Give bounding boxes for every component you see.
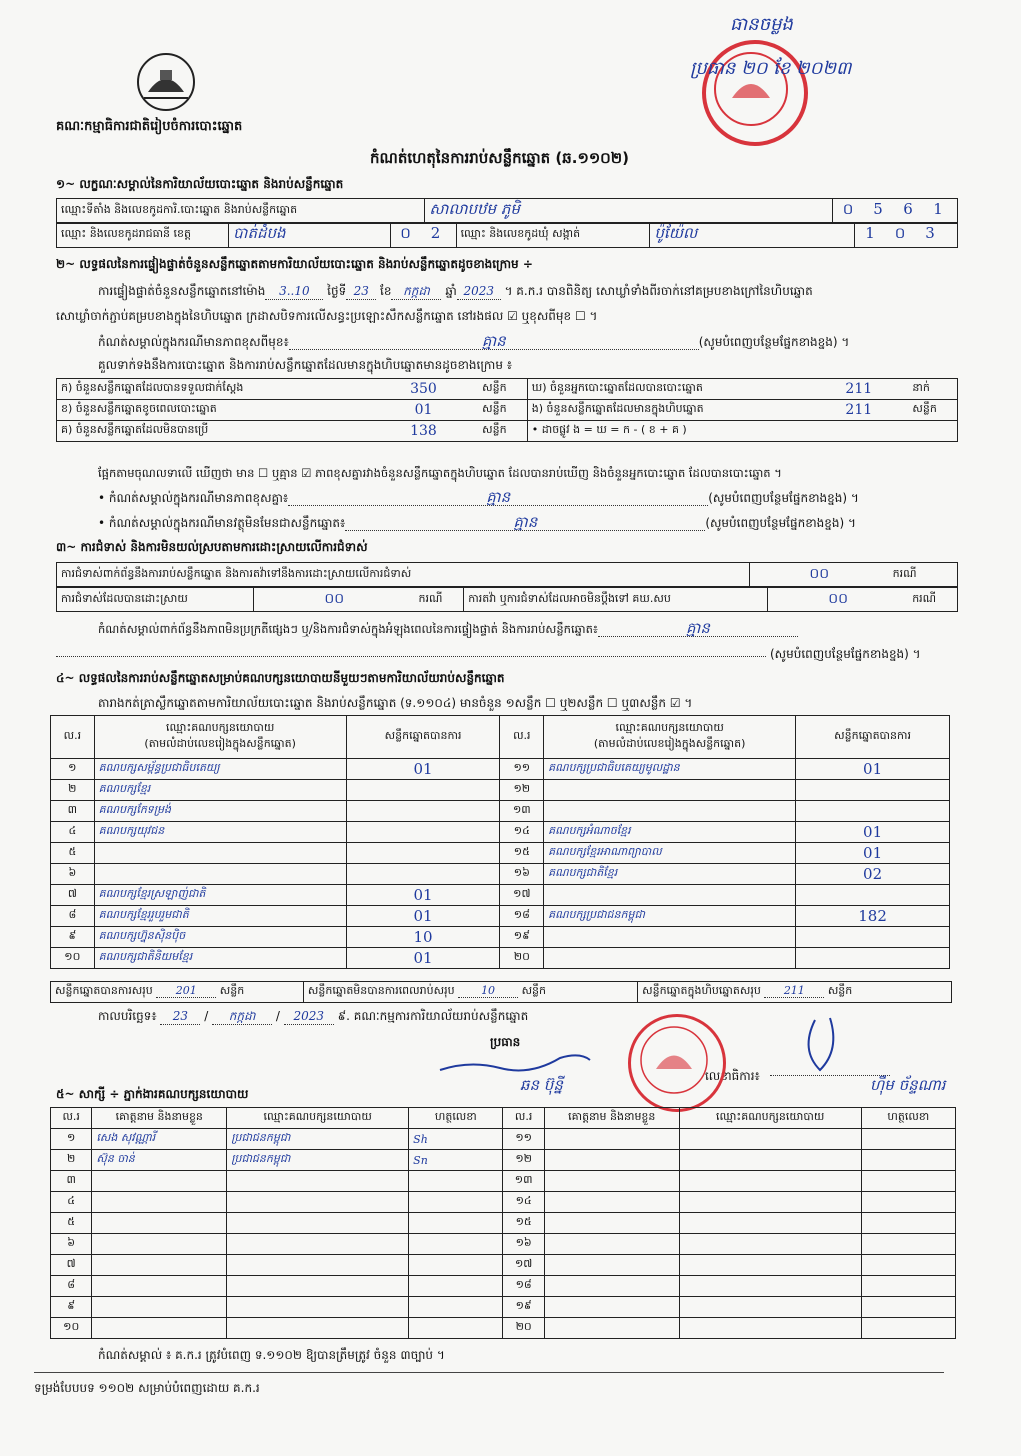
irregularity-fill-hint: (សូមបំពេញបន្ថែមផ្នែកខាងខ្នង) ។	[770, 647, 921, 661]
witness-name	[92, 1276, 227, 1297]
committee-name: គណៈកម្មាធិការជាតិរៀបចំការបោះឆ្នោត	[56, 119, 243, 134]
row-no: ១៩	[503, 1297, 544, 1318]
secretary-name: ហ៊ឹម ច័ន្ទណារ	[870, 1076, 946, 1094]
document-title: កំណត់ហេតុនៃការរាប់សន្លឹកឆ្នោត (ឆ.១១០២)	[370, 149, 630, 167]
table-row	[51, 906, 950, 927]
row-no: ១៨	[503, 1276, 544, 1297]
party-name	[544, 927, 796, 948]
row-no: ២	[51, 780, 95, 801]
witness-party	[679, 1171, 861, 1192]
party-votes	[346, 864, 500, 885]
row-no: ១១	[503, 1129, 544, 1150]
row-no: ២០	[500, 948, 544, 969]
location-value: សាលាបឋម ភូមិ	[425, 199, 833, 224]
witness-party	[679, 1129, 861, 1150]
table-row	[51, 1276, 956, 1297]
party-results-table	[50, 715, 950, 969]
section3-title: ៣~ ការជំទាស់ និងការមិនយល់ស្របតាមការដោះស្រាយលើការជំទាស់	[56, 540, 368, 554]
row-no: ៧	[51, 1255, 92, 1276]
witness-party	[227, 1318, 409, 1339]
verification-line2: សោឃ្លាំចាក់ភ្ជាប់គម្របខាងក្នុងនៃហិបឆ្នោត ក្រដាសបិទការលើសន្ធះប្រឡោះសឹកសន្លឹកឆ្នោត នៅរងផល ☑ ឬខុសពីមុខ ☐ ។	[56, 309, 598, 323]
row-no: ១៦	[503, 1234, 544, 1255]
party-votes: 01	[346, 948, 500, 969]
witness-signature	[861, 1318, 955, 1339]
witness-signature	[409, 1297, 503, 1318]
witness-name	[544, 1171, 679, 1192]
irregularity-note: កំណត់សម្គាល់ពាក់ព័ន្ធនឹងភាពមិនប្រក្រតីផ្សេងៗ ឬ/និងការជំទាស់ក្នុងអំឡុងពេលនៃការផ្ទៀងផ្ទាត់ និងការរាប់សន្លឹកឆ្នោត៖ គ្មាន	[98, 620, 798, 637]
party-votes: 01	[796, 759, 950, 780]
witness-signature: Sh	[409, 1129, 503, 1150]
footer-form-label: ទម្រង់បែបបទ ១១០២ សម្រាប់បំពេញដោយ គ.ក.រ	[34, 1381, 260, 1395]
witness-party	[679, 1318, 861, 1339]
table-row	[51, 1192, 956, 1213]
section1-title: ១~ លក្ខណៈសម្គាល់នៃការិយាល័យបោះឆ្នោត និងរាប់សន្លឹកឆ្នោត	[56, 177, 344, 191]
row-no: ៩	[51, 927, 95, 948]
count-row: ក) ចំនួនសន្លឹកឆ្នោតដែលបានទទួលជាក់ស្ដែង 350 សន្លឹក ឃ) ចំនួនអ្នកបោះឆ្នោតដែលបានបោះឆ្នោត 211 នាក់	[57, 379, 958, 400]
row-no: ៥	[51, 1213, 92, 1234]
party-votes: 01	[346, 759, 500, 780]
witness-signature	[861, 1276, 955, 1297]
witness-signature	[861, 1171, 955, 1192]
total-in-box: សន្លឹកឆ្នោតក្នុងហិបឆ្នោតសរុប 211 សន្លឹក	[638, 982, 952, 1003]
count-row: ខ) ចំនួនសន្លឹកឆ្នោតខូចពេលបោះឆ្នោត 01 សន្លឹក ង) ចំនួនសន្លឹកឆ្នោតដែលមានក្នុងហិបឆ្នោត 211 សន្លឹក	[57, 400, 958, 421]
president-name: ឆន ប៊ុន្នី	[520, 1076, 563, 1094]
witness-name	[544, 1213, 679, 1234]
party-votes	[796, 948, 950, 969]
province-label: ឈ្មោះ និងលេខកូដរាជធានី ខេត្ត	[57, 223, 229, 248]
witness-party: ប្រជាជនកម្ពុជា	[227, 1129, 409, 1150]
row-no: ១៥	[500, 843, 544, 864]
total-valid: សន្លឹកឆ្នោតបានការសរុប 201 សន្លឹក	[51, 982, 304, 1003]
witness-party	[679, 1276, 861, 1297]
row-no: ២០	[503, 1318, 544, 1339]
witness-signature	[861, 1192, 955, 1213]
witness-name	[92, 1234, 227, 1255]
row-no: ៥	[51, 843, 95, 864]
party-name	[544, 885, 796, 906]
province-value: បាត់ដំបង	[229, 223, 390, 248]
party-votes	[346, 801, 500, 822]
row-no: ៩	[51, 1297, 92, 1318]
party-name	[544, 801, 796, 822]
row-no: ១៣	[500, 801, 544, 822]
party-votes	[796, 885, 950, 906]
witness-name: ស៊ុន ចាន់	[92, 1150, 227, 1171]
witness-name	[92, 1297, 227, 1318]
witness-signature	[409, 1276, 503, 1297]
witness-name	[544, 1234, 679, 1255]
witness-name	[92, 1192, 227, 1213]
table-row	[51, 1213, 956, 1234]
party-name: គណបក្សយុវជន	[94, 822, 346, 843]
party-votes	[796, 780, 950, 801]
witness-table: ល.រ គោត្តនាម និងនាមខ្លួន ឈ្មោះគណបក្សនយោបាយ ហត្ថលេខា ល.រ គោត្តនាម និងនាមខ្លួន ឈ្មោះគណបក្សនយោបាយ ហត្ថលេខា ១ សេង សុវណ្ណារី ប្រជាជនកម្ពុជា Sh ១១ ២ ស៊ុន ចាន់ ប្រជាជនកម្ពុជា Sn ១២ ៣ ១៣ ៤ ១៤ ៥ ១៥ ៦ ១៦ ៧ ១៧ ៨ ១៨ ៩ ១៩ ១០ ២០	[50, 1107, 956, 1339]
witness-party	[227, 1234, 409, 1255]
witness-name	[544, 1318, 679, 1339]
witness-party	[679, 1192, 861, 1213]
row-no: ១៨	[500, 906, 544, 927]
table-row	[51, 780, 950, 801]
party-votes: 182	[796, 906, 950, 927]
row-no: ៤	[51, 1192, 92, 1213]
witness-signature	[409, 1234, 503, 1255]
party-votes: 02	[796, 864, 950, 885]
witness-party	[679, 1234, 861, 1255]
witness-signature	[409, 1318, 503, 1339]
row-no: ៨	[51, 906, 95, 927]
table-row	[51, 948, 950, 969]
table-row	[51, 843, 950, 864]
witness-party	[227, 1255, 409, 1276]
party-votes	[796, 801, 950, 822]
party-name: គណបក្សប្រជាធិបតេយ្យមូលដ្ឋាន	[544, 759, 796, 780]
witness-name	[92, 1255, 227, 1276]
result-intro: គួលទាក់ទងនឹងការបោះឆ្នោត និងការរាប់សន្លឹកឆ្នោតដែលមានក្នុងហិបឆ្នោតមានដូចខាងក្រោម ៖	[98, 358, 513, 372]
tally-sheet-line: តារាងកត់ត្រាស្លឹកឆ្នោតតាមការិយាល័យបោះឆ្នោត និងរាប់សន្លឹកឆ្នោត (ទ.១១០៤) មានចំនួន ១សន្លឹក ☐ ឬ២សន្លឹក ☐ ឬ៣សន្លឹក ☑ ។	[98, 696, 693, 710]
party-name: គណបក្សខ្មែររួបរួមជាតិ	[94, 906, 346, 927]
party-votes	[346, 822, 500, 843]
ballot-count-table	[56, 378, 958, 442]
table-row	[51, 1150, 956, 1171]
row-no: ១៧	[503, 1255, 544, 1276]
witness-party	[679, 1297, 861, 1318]
table-row	[51, 1234, 956, 1255]
witness-party	[679, 1213, 861, 1234]
foreign-object-note: • កំណត់សម្គាល់ក្នុងករណីមានវត្ថុមិនមែនជាសន្លឹកឆ្នោត៖ គ្មាន (សូមបំពេញបន្ថែមផ្នែកខាងខ្នង) ។	[98, 513, 856, 531]
president-signature	[430, 1040, 600, 1080]
witness-name	[92, 1213, 227, 1234]
witness-name	[92, 1318, 227, 1339]
location-code: ០ 5 6 1	[833, 199, 958, 224]
section2-title: ២~ លទ្ធផលនៃការផ្ទៀងផ្ទាត់ចំនួនសន្លឹកឆ្នោតតាមការិយាល័យបោះឆ្នោត និងរាប់សន្លឹកឆ្នោតដូចខាងក្រោម ÷	[56, 257, 533, 271]
party-name: គណបក្សខ្មែរ	[94, 780, 346, 801]
col-votes-right: សន្លឹកឆ្នោតបានការ	[796, 716, 950, 759]
row-no: ១	[51, 1129, 92, 1150]
totals-table	[50, 981, 952, 1003]
party-name: គណបក្សហ្វ៊ុនស៊ិនប៉ិច	[94, 927, 346, 948]
difference-note: • កំណត់សម្គាល់ក្នុងករណីមានភាពខុសគ្នា៖ គ្មាន (សូមបំពេញបន្ថែមផ្នែកខាងខ្នង) ។	[98, 488, 859, 506]
commune-code: 1 ០ 3	[855, 223, 958, 248]
witness-name	[544, 1276, 679, 1297]
commune-value: ប៉ូយ៉ែល	[650, 223, 855, 248]
count-row: គ) ចំនួនសន្លឹកឆ្នោតដែលមិនបានប្រើ 138 សន្លឹក • ដាចផ្លូវ ង = ឃ = ក - ( ខ + គ )	[57, 421, 958, 442]
row-no: ៤	[51, 822, 95, 843]
witness-signature	[861, 1150, 955, 1171]
row-no: ៦	[51, 864, 95, 885]
party-votes: 01	[796, 822, 950, 843]
party-votes	[346, 843, 500, 864]
emblem-logo	[134, 50, 198, 114]
row-no: ៧	[51, 885, 95, 906]
table-row	[51, 864, 950, 885]
party-name: គណបក្សជាតិខ្មែរ	[544, 864, 796, 885]
party-votes: 10	[346, 927, 500, 948]
party-name: គណបក្សសម្ព័ន្ធប្រជាធិបតេយ្យ	[94, 759, 346, 780]
difference-line: ផ្អែកតាមចុណលទាលើ ឃើញថា មាន ☐ ឬគ្មាន ☑ ភាពខុសគ្នារវាងចំនួនសន្លឹកឆ្នោតក្នុងហិបឆ្នោត ដែលបានរាប់ឃើញ និងចំនួនអ្នកបោះឆ្នោត ដែលបានបោះឆ្នោត ។	[98, 466, 782, 480]
witness-party	[227, 1171, 409, 1192]
table-row	[51, 1318, 956, 1339]
table-row	[51, 927, 950, 948]
table-row	[51, 1171, 956, 1192]
commune-label: ឈ្មោះ និងលេខកូដឃុំ សង្កាត់	[456, 223, 650, 248]
witness-name	[544, 1255, 679, 1276]
row-no: ១៣	[503, 1171, 544, 1192]
row-no: ១២	[503, 1150, 544, 1171]
complaint-table-row2: ការជំទាស់ដែលបានដោះស្រាយ ០០ ករណី ការតវ៉ា ឬការជំទាស់ដែលអាចមិនប្ដឹងទៅ គឃ.សប ០០ ករណី	[56, 587, 958, 612]
witness-name	[92, 1171, 227, 1192]
witness-signature	[861, 1297, 955, 1318]
row-no: ១៧	[500, 885, 544, 906]
footer-divider	[34, 1372, 944, 1373]
witness-party	[227, 1192, 409, 1213]
table-row	[51, 801, 950, 822]
col-no: ល.រ	[51, 716, 95, 759]
secretary-signature	[795, 1010, 855, 1080]
witness-party	[227, 1297, 409, 1318]
witness-signature	[409, 1192, 503, 1213]
table-row	[51, 759, 950, 780]
witness-name	[544, 1150, 679, 1171]
col-no-right: ល.រ	[500, 716, 544, 759]
witness-party: ប្រជាជនកម្ពុជា	[227, 1150, 409, 1171]
party-name	[94, 864, 346, 885]
col-party-right: ឈ្មោះគណបក្សនយោបាយ (តាមលំដាប់លេខរៀងក្នុងសន្លឹកឆ្នោត)	[544, 716, 796, 759]
row-no: ៣	[51, 801, 95, 822]
section1-table	[56, 198, 958, 224]
table-row	[51, 1129, 956, 1150]
section1-table-row2	[56, 222, 958, 248]
witness-name	[544, 1297, 679, 1318]
irregularity-note-line	[56, 642, 766, 657]
row-no: ១៥	[503, 1213, 544, 1234]
table-row	[51, 1297, 956, 1318]
row-no: ១១	[500, 759, 544, 780]
section5-title: ៥~ សាក្សី ÷ ភ្នាក់ងារគណបក្សនយោបាយ	[56, 1087, 249, 1101]
row-no: ៦	[51, 1234, 92, 1255]
col-party: ឈ្មោះគណបក្សនយោបាយ (តាមលំដាប់លេខរៀងក្នុងសន្លឹកឆ្នោត)	[94, 716, 346, 759]
table-row	[51, 1255, 956, 1276]
table-row	[51, 822, 950, 843]
party-name: គណបក្សជាតិនិយមខ្មែរ	[94, 948, 346, 969]
witness-signature	[861, 1255, 955, 1276]
party-votes: 01	[796, 843, 950, 864]
witness-name	[544, 1192, 679, 1213]
witness-signature: Sn	[409, 1150, 503, 1171]
party-name	[94, 843, 346, 864]
row-no: ២	[51, 1150, 92, 1171]
witness-party	[679, 1150, 861, 1171]
location-label: ឈ្មោះទីតាំង និងលេខកូដការិ.បោះឆ្នោត និងរាប់សន្លឹកឆ្នោត	[57, 199, 425, 224]
row-no: ១៦	[500, 864, 544, 885]
president-label: ប្រធាន	[490, 1035, 521, 1049]
party-name: គណបក្សប្រជាជនកម្ពុជា	[544, 906, 796, 927]
party-name: គណបក្សកែទម្រង់	[94, 801, 346, 822]
row-no: ១	[51, 759, 95, 780]
witness-signature	[861, 1129, 955, 1150]
party-name	[544, 780, 796, 801]
date-line: កាលបរិច្ឆេទ៖ 23 / កក្កដា / 2023 ៩. គណៈកម្មការការិយាល័យរាប់សន្លឹកឆ្នោត	[98, 1009, 529, 1023]
secretary-label: លេខាធិការ៖	[705, 1069, 760, 1083]
witness-party	[227, 1276, 409, 1297]
row-no: ៣	[51, 1171, 92, 1192]
row-no: ១៤	[503, 1192, 544, 1213]
official-seal-bottom	[628, 1014, 726, 1112]
row-no: ១៤	[500, 822, 544, 843]
row-no: ១០	[51, 948, 95, 969]
witness-name	[544, 1129, 679, 1150]
party-votes: 01	[346, 906, 500, 927]
complaint-table: ការជំទាស់ពាក់ព័ន្ធនឹងការរាប់សន្លឹកឆ្នោត និងការតវ៉ាទៅនឹងការដោះស្រាយលើការជំទាស់ ០០ ករណី	[56, 562, 958, 587]
witness-party	[227, 1213, 409, 1234]
footer-note: កំណត់សម្គាល់ ៖ គ.ក.រ ត្រូវបំពេញ ទ.១១០២ ឱ្យបានត្រឹមត្រូវ ចំនួន ៣ច្បាប់ ។	[98, 1348, 445, 1362]
witness-signature	[409, 1255, 503, 1276]
verification-note: កំណត់សម្គាល់ក្នុងករណីមានភាពខុសពីមុខ៖ គ្មាន (សូមបំពេញបន្ថែមផ្នែកខាងខ្នង) ។	[98, 332, 850, 350]
party-name	[544, 948, 796, 969]
witness-signature	[861, 1213, 955, 1234]
party-name: គណបក្សខ្មែរស្រឡាញ់ជាតិ	[94, 885, 346, 906]
witness-signature	[861, 1234, 955, 1255]
handwriting-president-date: ប្រធាន ២០ ខែ ២០២៣	[690, 58, 852, 79]
total-invalid: សន្លឹកឆ្នោតមិនបានការពេលរាប់សរុប 10 សន្លឹក	[303, 982, 637, 1003]
province-code: ០ 2	[390, 223, 456, 248]
party-name: គណបក្សខ្មែរអាណាព្យាបាល	[544, 843, 796, 864]
party-votes	[796, 927, 950, 948]
party-votes	[346, 780, 500, 801]
witness-name: សេង សុវណ្ណារី	[92, 1129, 227, 1150]
verification-line1: ការផ្ទៀងផ្ទាត់ចំនួនសន្លឹកឆ្នោតនៅម៉ោង 3..10 ថ្ងៃទី 23 ខែ កក្កដា ឆ្នាំ 2023 ។ គ.ក.រ បានពិនិត្យ សោឃ្លាំទាំងពីរចាក់នៅគម្របខាងក្រៅនៃហិបឆ្នោត	[98, 284, 813, 298]
row-no: ៨	[51, 1276, 92, 1297]
section4-title: ៤~ លទ្ធផលនៃការរាប់សន្លឹកឆ្នោតសម្រាប់គណបក្សនយោបាយនីមួយៗតាមការិយាល័យរាប់សន្លឹកឆ្នោត	[56, 671, 505, 685]
col-votes: សន្លឹកឆ្នោតបានការ	[346, 716, 500, 759]
party-votes: 01	[346, 885, 500, 906]
witness-signature	[409, 1171, 503, 1192]
handwriting-copy-note: ធានចម្លង	[730, 14, 793, 35]
witness-signature	[409, 1213, 503, 1234]
row-no: ១៩	[500, 927, 544, 948]
table-row	[51, 885, 950, 906]
party-name: គណបក្សអំណាចខ្មែរ	[544, 822, 796, 843]
row-no: ១២	[500, 780, 544, 801]
witness-party	[679, 1255, 861, 1276]
row-no: ១០	[51, 1318, 92, 1339]
